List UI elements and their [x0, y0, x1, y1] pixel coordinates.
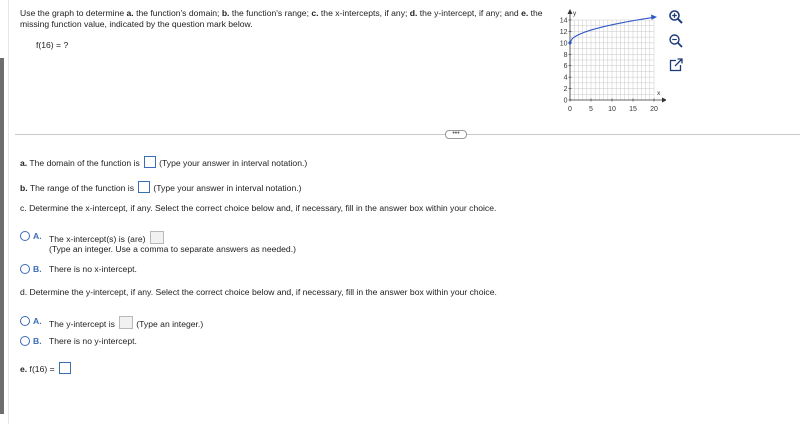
question-part: e. — [521, 8, 529, 18]
curve-arrow — [651, 15, 657, 20]
y-tick-label: 6 — [563, 63, 568, 71]
y-tick-label: 4 — [563, 74, 568, 82]
y-intercept-option-a — [33, 316, 42, 326]
question-part: d. — [409, 8, 418, 18]
y-tick-label: 0 — [563, 97, 568, 105]
x-intercept-option-b-text: There is no x-intercept. — [49, 264, 137, 274]
question-part: c. — [311, 8, 319, 18]
x-tick-label: 15 — [629, 106, 637, 113]
function-graph — [556, 8, 666, 120]
y-intercept-option-a-text-row — [49, 316, 203, 329]
question-part: the y-intercept, if any; and — [417, 8, 522, 18]
left-scrollbar[interactable] — [0, 0, 4, 424]
question-part: the function's domain; — [133, 8, 222, 18]
x-tick-label: 20 — [650, 106, 658, 113]
x-intercept-option-b-radio[interactable] — [20, 264, 30, 274]
y-tick-label: 14 — [559, 17, 568, 25]
y-tick-label: 8 — [563, 51, 568, 59]
zoom-in-icon[interactable] — [668, 9, 684, 25]
section-divider — [15, 134, 800, 135]
x-intercept-option-a-text: The x-intercept(s) is (are) — [49, 234, 148, 244]
part-b-hint: (Type your answer in interval notation.) — [153, 183, 302, 193]
y-intercept-option-a-text: The y-intercept is — [49, 319, 118, 329]
resize-handle[interactable]: ••• — [445, 130, 467, 139]
left-border — [8, 0, 9, 424]
part-b-text: The range of the function is — [27, 183, 137, 193]
x-tick-label: 5 — [589, 106, 593, 113]
part-e-row — [20, 362, 74, 374]
y-tick-label: 12 — [559, 28, 568, 36]
y-intercept-option-a-hint: (Type an integer.) — [136, 319, 204, 329]
option-a-letter: A. — [33, 316, 42, 326]
y-axis-label: y — [573, 10, 577, 17]
x-intercept-answer-box[interactable] — [150, 231, 164, 244]
question-part: a. — [126, 8, 134, 18]
curve-start-point — [568, 41, 571, 44]
domain-answer-box[interactable] — [144, 156, 156, 168]
range-answer-box[interactable] — [138, 181, 150, 193]
part-e-text: f(16) = — [27, 364, 58, 374]
y-intercept-option-b — [33, 336, 42, 346]
x-intercept-option-a — [33, 231, 42, 241]
question-part: Use the graph to determine — [20, 8, 127, 18]
part-b-label: b. — [20, 183, 28, 193]
graph-toolbar — [668, 9, 686, 81]
x-intercept-option-a-radio[interactable] — [20, 231, 30, 241]
x-intercept-option-a-text-row — [49, 231, 167, 244]
option-a-letter: A. — [33, 231, 42, 241]
question-part: the x-intercepts, if any; — [318, 8, 410, 18]
question-part: the missing function value, indicated by the question mark below. — [20, 8, 543, 29]
part-e-label: e. — [20, 364, 28, 374]
option-b-letter: B. — [33, 336, 42, 346]
part-c-prompt: c. Determine the x-intercept, if any. Select the correct choice below and, if necessary, fill in the answer box within your choice. — [20, 203, 497, 213]
x-axis-label: x — [657, 90, 661, 97]
y-intercept-option-a-radio[interactable] — [20, 316, 30, 326]
question-part: b. — [221, 8, 230, 18]
scrollbar-thumb[interactable] — [0, 58, 4, 414]
part-d-prompt: d. Determine the y-intercept, if any. Select the correct choice below and, if necessary, fill in the answer box within your choice. — [20, 287, 497, 297]
part-a-label: a. — [20, 158, 28, 168]
x-intercept-option-b — [33, 264, 42, 274]
y-intercept-option-b-radio[interactable] — [20, 336, 30, 346]
popout-icon[interactable] — [668, 57, 684, 73]
y-tick-label: 10 — [559, 40, 568, 48]
y-tick-label: 2 — [563, 86, 568, 94]
y-axis-arrow — [568, 9, 573, 14]
part-a-row — [20, 156, 307, 168]
function-value-answer-box[interactable] — [59, 362, 71, 374]
function-query: f(16) = ? — [36, 40, 69, 50]
option-b-letter: B. — [33, 264, 42, 274]
x-tick-label: 0 — [568, 106, 572, 113]
x-tick-label: 10 — [608, 106, 616, 113]
part-b-row — [20, 181, 301, 193]
part-a-hint: (Type your answer in interval notation.) — [159, 158, 308, 168]
x-intercept-option-a-hint: (Type an integer. Use a comma to separate answers as needed.) — [49, 244, 296, 254]
y-intercept-option-b-text: There is no y-intercept. — [49, 336, 137, 346]
part-a-text: The domain of the function is — [27, 158, 143, 168]
question-part: the function's range; — [229, 8, 312, 18]
x-axis-arrow — [662, 98, 666, 103]
question-text — [20, 8, 565, 29]
zoom-out-icon[interactable] — [668, 33, 684, 49]
y-intercept-answer-box[interactable] — [119, 316, 133, 329]
